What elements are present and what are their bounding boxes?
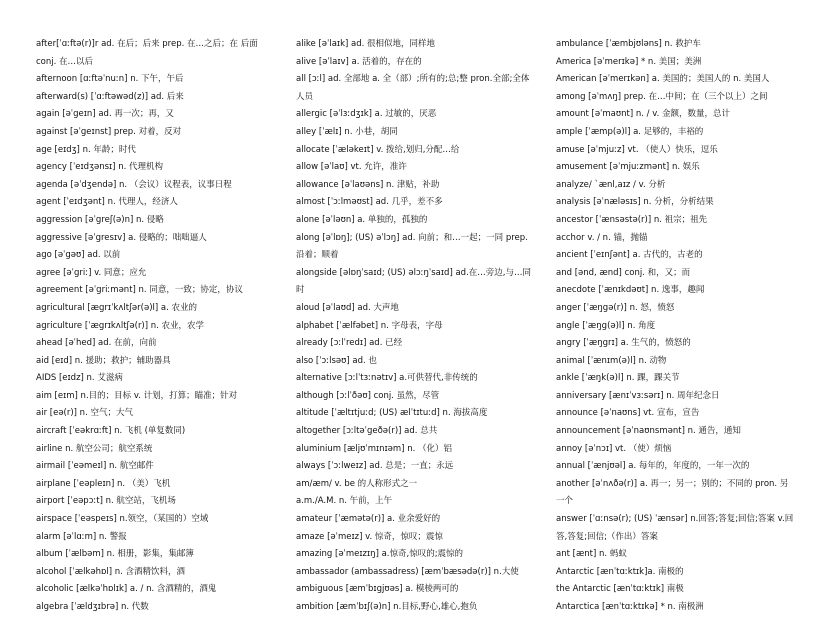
vocab-entry: ambiguous [æmˈbɪgjʊəs] a. 模棱两可的	[296, 584, 459, 595]
vocab-entry: anecdote [ˈænɪkdəʊt] n. 逸事，趣闻	[556, 285, 705, 296]
vocab-entry: ample [ˈæmp(ə)l] a. 足够的，丰裕的	[556, 126, 704, 137]
vocab-entry: agricultural [ægrɪˈkʌltʃər(ə)l] a. 农业的	[36, 302, 197, 313]
vocab-entry: American [əˈmerɪkən] a. 美国的；美国人的 n. 美国人	[556, 74, 770, 85]
vocab-entry: annual [ˈænjʊəl] a. 每年的，年度的，一年一次的	[556, 461, 750, 472]
vocab-entry: ancestor [ˈænsəstə(r)] n. 祖宗；祖先	[556, 214, 708, 225]
vocab-entry: and [ənd, ænd] conj. 和，又；而	[556, 267, 691, 278]
vocab-entry: analyze/ `ænl,aɪz / v. 分析	[556, 179, 666, 190]
vocab-entry: aircraft [ˈeəkrɑːft] n. 飞机 (单复数同)	[36, 426, 186, 437]
vocab-entry: already [ɔːlˈredɪ] ad. 已经	[296, 338, 403, 349]
vocab-entry: alternative [ɔːlˈtɜːnətɪv] a.可供替代,非传统的	[296, 373, 478, 384]
vocab-entry: airspace [ˈeəspeɪs] n.领空，（某国的）空域	[36, 514, 209, 525]
vocab-entry: aggression [əˈgreʃ(ə)n] n. 侵略	[36, 214, 164, 225]
vocab-entry: angry [ˈæŋgrɪ] a. 生气的，愤怒的	[556, 338, 691, 349]
vocab-entry: again [əˈgeɪn] ad. 再一次；再，又	[36, 109, 174, 120]
vocab-column-3	[556, 36, 798, 617]
vocab-entry: ancient [ˈeɪnʃənt] a. 古代的，古老的	[556, 250, 703, 261]
vocab-entry: amusement [əˈmjuːzmənt] n. 娱乐	[556, 162, 700, 173]
vocab-entry: ago [əˈgəʊ] ad. 以前	[36, 250, 121, 261]
vocab-entry: aid [eɪd] n. 援助；救护；辅助器具	[36, 355, 171, 366]
vocab-entry: agriculture [ˈægrɪkʌltʃə(r)] n. 农业，农学	[36, 320, 205, 331]
vocab-entry: the Antarctic [ænˈtɑːktɪk] 南极	[556, 584, 684, 595]
vocab-entry: analysis [əˈnæləsɪs] n. 分析，分析结果	[556, 197, 714, 208]
vocab-entry: alone [əˈləʊn] a. 单独的，孤独的	[296, 214, 428, 225]
vocab-entry: allergic [əˈlɜːdʒɪk] a. 过敏的，厌恶	[296, 109, 437, 120]
vocab-entry: answer [ˈɑːnsə(r); (US) ˈænsər] n.回答;答复;回信;答案 v.回 答,答复;回信;（作出）答案	[556, 514, 794, 542]
vocab-entry: ankle [ˈæŋk(ə)l] n. 踝，踝关节	[556, 373, 680, 384]
vocab-entry: alongside [əlɒŋˈsaɪd; (US) əlɔːŋˈsaɪd] ad.在…旁边,与…同 时	[296, 267, 531, 296]
vocab-entry: angle [ˈæŋg(ə)l] n. 角度	[556, 320, 656, 331]
vocab-entry: another [əˈnʌðə(r)] a. 再一；另一；别的；不同的 pron. 另 一个	[556, 478, 789, 507]
vocab-entry: ant [ænt] n. 蚂蚁	[556, 549, 627, 560]
vocab-entry: aloud [əˈlaʊd] ad. 大声地	[296, 302, 399, 313]
vocab-entry: annoy [əˈnɔɪ] vt. （使）烦恼	[556, 443, 672, 454]
vocab-entry: a.m./A.M. n. 午前，上午	[296, 496, 393, 507]
vocab-entry: alike [əˈlaɪk] ad. 很相似地，同样地	[296, 39, 436, 49]
vocab-entry: after[ˈɑːftə(r)]r ad. 在后；后来 prep. 在…之后；在 后面 conj. 在…以后	[36, 39, 258, 67]
vocab-entry: almost [ˈɔːlməʊst] ad. 几乎，差不多	[296, 197, 443, 208]
vocab-entry: agency [ˈeɪdʒənsɪ] n. 代理机构	[36, 162, 163, 173]
vocab-entry: amuse [əˈmjuːz] vt. （使人）快乐，逗乐	[556, 144, 718, 155]
vocab-entry: album [ˈælbəm] n. 相册，影集，集邮簿	[36, 549, 194, 560]
vocab-entry: airport [ˈeəpɔːt] n. 航空站，飞机场	[36, 496, 176, 507]
vocab-column-1	[36, 36, 268, 617]
vocab-entry: aim [eɪm] n.目的；目标 v. 计划，打算；瞄准；针对	[36, 390, 238, 401]
vocab-entry: alcohol [ˈælkəhɒl] n. 含酒精饮料，酒	[36, 566, 186, 577]
vocab-entry: alive [əˈlaɪv] a. 活着的，存在的	[296, 56, 422, 67]
vocab-entry: announcement [əˈnaʊnsmənt] n. 通告，通知	[556, 426, 741, 437]
vocab-entry: air [eə(r)] n. 空气；大气	[36, 408, 133, 419]
vocab-entry: announce [əˈnaʊns] vt. 宣布，宣告	[556, 408, 700, 419]
vocab-entry: allocate [ˈæləkeɪt] v. 拨给,划归,分配…给	[296, 144, 460, 155]
vocab-entry: ahead [əˈhed] ad. 在前，向前	[36, 338, 157, 349]
vocab-entry: acchor v. / n. 锚，抛锚	[556, 232, 648, 243]
vocab-entry: amount [əˈmaʊnt] n. / v. 金额，数量，总计	[556, 109, 730, 120]
vocab-entry: aluminium [æljʊˈmɪnɪəm] n. （化）铝	[296, 443, 452, 454]
vocab-entry: anger [ˈæŋgə(r)] n. 怒，愤怒	[556, 302, 675, 313]
vocab-entry: ambulance [ˈæmbjʊləns] n. 救护车	[556, 39, 701, 49]
vocab-entry: ambition [æmˈbɪʃ(ə)n] n.目标,野心,雄心,抱负	[296, 602, 478, 612]
vocab-entry: alley [ˈælɪ] n. 小巷，胡同	[296, 126, 398, 137]
vocab-entry: Antarctic [ænˈtɑːktɪk]a. 南极的	[556, 566, 684, 577]
vocab-entry: agenda [əˈdʒendə] n. （会议）议程表，议事日程	[36, 179, 232, 190]
vocab-entry: against [əˈgeɪnst] prep. 对着，反对	[36, 126, 182, 137]
vocab-entry: agree [əˈgriː] v. 同意；应允	[36, 267, 147, 278]
vocab-column-2	[296, 36, 534, 617]
vocab-entry: anniversary [ænɪˈvɜːsərɪ] n. 周年纪念日	[556, 390, 720, 401]
vocab-entry: allow [əˈlaʊ] vt. 允许，准许	[296, 162, 407, 173]
vocab-entry: all [ɔːl] ad. 全部地 a. 全（部）;所有的;总;整 pron.全部;全体 人员	[296, 74, 530, 102]
vocab-entry: amazing [əˈmeɪzɪŋ] a.惊奇,惊叹的;震惊的	[296, 549, 464, 560]
vocab-entry: age [eɪdʒ] n. 年龄；时代	[36, 144, 136, 155]
vocab-entry: aggressive [əˈgresɪv] a. 侵略的；咄咄逼人	[36, 232, 207, 243]
vocab-entry: AIDS [eɪdz] n. 艾滋病	[36, 373, 123, 384]
vocab-entry: alarm [əˈlɑːm] n. 警报	[36, 531, 127, 542]
vocab-entry: Antarctica [ænˈtɑːktɪkə] * n. 南极洲	[556, 602, 704, 612]
vocab-entry: airplane [ˈeəpleɪn] n. （美）飞机	[36, 478, 171, 489]
vocab-entry: algebra [ˈældʒɪbrə] n. 代数	[36, 602, 149, 612]
vocab-entry: altogether [ɔːltəˈgeðə(r)] ad. 总共	[296, 426, 438, 437]
vocab-entry: also [ˈɔːlsəʊ] ad. 也	[296, 355, 377, 366]
vocab-entry: allowance [əˈlaʊəns] n. 津贴，补助	[296, 179, 440, 190]
vocab-entry: airmail [ˈeəmeɪl] n. 航空邮件	[36, 461, 154, 472]
vocab-entry: alphabet [ˈælfəbet] n. 字母表，字母	[296, 320, 443, 331]
vocab-entry: am/æm/ v. be 的人称形式之一	[296, 478, 418, 489]
vocab-entry: among [əˈmʌŋ] prep. 在…中间；在（三个以上）之间	[556, 91, 768, 102]
vocab-entry: afternoon [ɑːftəˈnuːn] n. 下午，午后	[36, 74, 184, 85]
vocab-entry: alcoholic [ælkəˈhɒlɪk] a. / n. 含酒精的，酒鬼	[36, 584, 217, 595]
vocab-entry: along [əˈlɒŋ]; (US) əˈlɔŋ] ad. 向前；和…一起；一同 prep. 沿着；顺着	[296, 232, 528, 261]
vocab-entry: always [ˈɔːlweɪz] ad. 总是；一直；永远	[296, 461, 454, 472]
vocab-entry: agent [ˈeɪdʒənt] n. 代理人，经济人	[36, 197, 178, 208]
vocab-entry: airline n. 航空公司；航空系统	[36, 443, 153, 454]
vocab-entry: ambassador (ambassadress) [æmˈbæsədə(r)] n.大使	[296, 566, 519, 577]
vocab-entry: animal [ˈænɪm(ə)l] n. 动物	[556, 355, 667, 366]
vocab-entry: America [əˈmerɪkə] * n. 美国；美洲	[556, 56, 702, 67]
vocab-entry: although [ɔːlˈðəʊ] conj. 虽然，尽管	[296, 390, 440, 401]
vocab-entry: altitude [ˈæltɪtjuːd; (US) ælˈtɪtuːd] n. 海拔高度	[296, 408, 488, 419]
vocab-entry: amaze [əˈmeɪz] v. 惊奇，惊叹；震惊	[296, 531, 443, 542]
vocab-entry: agreement [əˈgriːmənt] n. 同意，一致；协定，协议	[36, 285, 243, 296]
vocab-entry: amateur [ˈæmətə(r)] a. 业余爱好的	[296, 514, 441, 525]
vocab-entry: afterward(s) [ˈɑːftəwəd(z)] ad. 后来	[36, 91, 184, 102]
